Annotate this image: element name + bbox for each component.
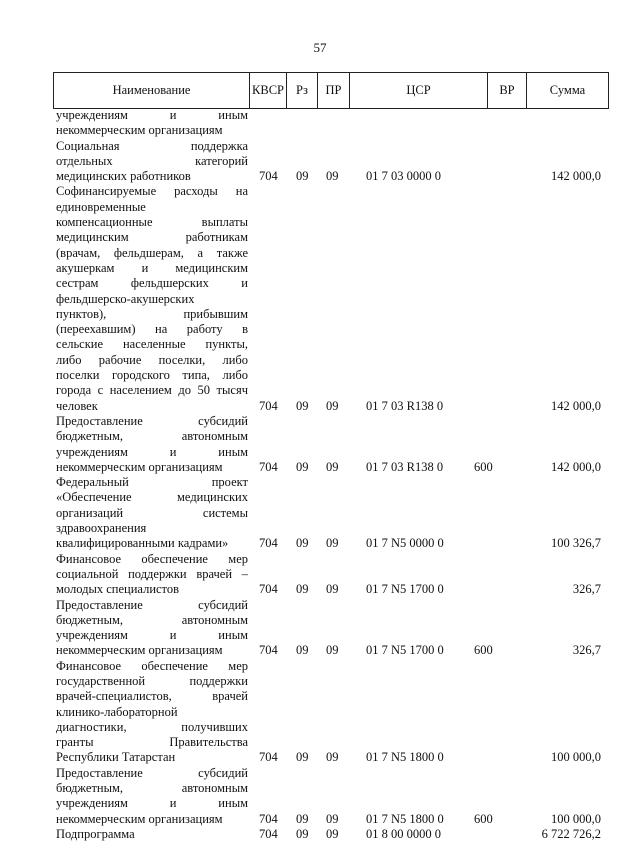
row-kvsr: 704 bbox=[259, 826, 278, 841]
table-row bbox=[53, 108, 609, 139]
row-name-line: Республики Татарстан bbox=[56, 750, 176, 765]
header-sum: Сумма bbox=[527, 73, 609, 109]
row-name bbox=[53, 659, 248, 766]
row-csr: 01 7 03 R138 0 bbox=[366, 398, 444, 413]
row-name bbox=[53, 552, 248, 598]
row-name-line: учреждениям и иным bbox=[56, 108, 248, 122]
row-name-line: здравоохранения bbox=[56, 521, 147, 536]
row-name-line: фельдшерско-акушерских bbox=[56, 291, 195, 306]
row-name-line: Предоставление субсидий bbox=[56, 765, 248, 780]
row-pr: 09 bbox=[326, 750, 339, 765]
row-name-line: либо рабочие поселки, либо bbox=[56, 352, 248, 367]
row-name-line: акушеркам и медицинским bbox=[56, 260, 248, 275]
table-row bbox=[53, 598, 609, 659]
row-name-line: (врачам, фельдшерам, а также bbox=[56, 245, 248, 260]
table-row bbox=[53, 414, 609, 475]
row-kvsr: 704 bbox=[259, 811, 278, 826]
row-name-line: некоммерческим организациям bbox=[56, 643, 223, 658]
row-name-line: сельские населенные пункты, bbox=[56, 337, 248, 352]
row-name-line: учреждениям и иным bbox=[56, 796, 248, 811]
row-name-line: Предоставление субсидий bbox=[56, 413, 248, 428]
row-sum: 6 722 726,2 bbox=[541, 826, 601, 841]
row-csr: 01 7 N5 1800 0 bbox=[366, 811, 444, 826]
row-name-line: бюджетным, автономным bbox=[56, 781, 248, 796]
row-name-line: бюджетным, автономным bbox=[56, 612, 248, 627]
table-row bbox=[53, 475, 609, 551]
row-sum: 100 000,0 bbox=[551, 750, 601, 765]
header-vr: ВР bbox=[488, 73, 527, 109]
row-sum: 100 000,0 bbox=[551, 811, 601, 826]
row-name-line: социальной поддержки врачей – bbox=[56, 566, 248, 581]
row-name-line: некоммерческим организациям bbox=[56, 811, 223, 826]
row-name bbox=[53, 414, 248, 475]
row-rz: 09 bbox=[296, 459, 309, 474]
table-row bbox=[53, 139, 609, 185]
row-sum: 326,7 bbox=[572, 643, 601, 658]
table-row bbox=[53, 766, 609, 827]
row-name-line: молодых специалистов bbox=[56, 582, 180, 597]
row-kvsr: 704 bbox=[259, 582, 278, 597]
row-name bbox=[53, 184, 248, 413]
row-name-line: клинико-лабораторной bbox=[56, 704, 178, 719]
row-name-line: города с населением до 50 тысяч bbox=[56, 383, 248, 398]
row-name-line: поселки городского типа, либо bbox=[56, 368, 248, 383]
row-rz: 09 bbox=[296, 536, 309, 551]
row-name-line: учреждениям и иным bbox=[56, 628, 248, 643]
row-name-line: Предоставление субсидий bbox=[56, 597, 248, 612]
table-row bbox=[53, 827, 609, 842]
row-pr: 09 bbox=[326, 826, 339, 841]
row-name-line: Финансовое обеспечение мер bbox=[56, 658, 248, 673]
row-name-line: Подпрограмма bbox=[56, 826, 135, 841]
row-name-line: некоммерческим организациям bbox=[56, 459, 223, 474]
row-rz: 09 bbox=[296, 643, 309, 658]
row-sum: 142 000,0 bbox=[551, 398, 601, 413]
row-kvsr: 704 bbox=[259, 169, 278, 184]
table-row bbox=[53, 552, 609, 598]
row-name bbox=[53, 766, 248, 827]
row-name-line: организаций системы bbox=[56, 505, 248, 520]
row-name-line: государственной поддержки bbox=[56, 673, 248, 688]
table-body bbox=[53, 108, 609, 842]
row-pr: 09 bbox=[326, 643, 339, 658]
row-name-line: человек bbox=[56, 398, 98, 413]
row-name bbox=[53, 827, 248, 842]
row-kvsr: 704 bbox=[259, 398, 278, 413]
row-name-line: Федеральный проект bbox=[56, 475, 248, 490]
row-rz: 09 bbox=[296, 750, 309, 765]
header-rz: Рз bbox=[287, 73, 318, 109]
row-pr: 09 bbox=[326, 459, 339, 474]
row-vr: 600 bbox=[474, 643, 493, 658]
row-name-line: врачей-специалистов, врачей bbox=[56, 689, 248, 704]
table-header bbox=[53, 72, 609, 109]
row-kvsr: 704 bbox=[259, 750, 278, 765]
row-name-line: отдельных категорий bbox=[56, 153, 248, 168]
row-name-line: Финансовое обеспечение мер bbox=[56, 551, 248, 566]
header-kvsr: КВСР bbox=[250, 73, 287, 109]
header-name: Наименование bbox=[54, 73, 250, 109]
row-name-line: бюджетным, автономным bbox=[56, 429, 248, 444]
row-pr: 09 bbox=[326, 811, 339, 826]
row-name-line: учреждениям и иным bbox=[56, 444, 248, 459]
row-name bbox=[53, 598, 248, 659]
table-row bbox=[53, 184, 609, 413]
row-name-line: диагностики, получивших bbox=[56, 719, 248, 734]
table-row bbox=[53, 659, 609, 766]
row-name-line: Социальная поддержка bbox=[56, 138, 248, 153]
row-pr: 09 bbox=[326, 398, 339, 413]
row-rz: 09 bbox=[296, 811, 309, 826]
row-sum: 326,7 bbox=[572, 582, 601, 597]
row-sum: 100 326,7 bbox=[551, 536, 601, 551]
row-vr: 600 bbox=[474, 811, 493, 826]
row-name-line: Софинансируемые расходы на bbox=[56, 184, 248, 199]
row-kvsr: 704 bbox=[259, 536, 278, 551]
row-rz: 09 bbox=[296, 169, 309, 184]
row-rz: 09 bbox=[296, 398, 309, 413]
row-kvsr: 704 bbox=[259, 643, 278, 658]
row-vr: 600 bbox=[474, 459, 493, 474]
row-pr: 09 bbox=[326, 169, 339, 184]
row-csr: 01 7 N5 0000 0 bbox=[366, 536, 444, 551]
row-csr: 01 7 N5 1700 0 bbox=[366, 643, 444, 658]
row-csr: 01 7 03 0000 0 bbox=[366, 169, 441, 184]
row-csr: 01 7 N5 1700 0 bbox=[366, 582, 444, 597]
row-name bbox=[53, 475, 248, 551]
row-name-line: медицинским работникам bbox=[56, 230, 248, 245]
row-sum: 142 000,0 bbox=[551, 459, 601, 474]
row-name bbox=[53, 108, 248, 139]
row-rz: 09 bbox=[296, 582, 309, 597]
row-sum: 142 000,0 bbox=[551, 169, 601, 184]
row-csr: 01 8 00 0000 0 bbox=[366, 826, 441, 841]
row-kvsr: 704 bbox=[259, 459, 278, 474]
row-pr: 09 bbox=[326, 536, 339, 551]
row-name-line: компенсационные выплаты bbox=[56, 215, 248, 230]
row-name-line: сестрам фельдшерских и bbox=[56, 276, 248, 291]
row-name-line: единовременные bbox=[56, 199, 146, 214]
row-name-line: медицинских работников bbox=[56, 169, 191, 184]
row-name-line: «Обеспечение медицинских bbox=[56, 490, 248, 505]
row-pr: 09 bbox=[326, 582, 339, 597]
page-number: 57 bbox=[313, 40, 327, 55]
row-name bbox=[53, 139, 248, 185]
row-name-line: гранты Правительства bbox=[56, 735, 248, 750]
row-csr: 01 7 N5 1800 0 bbox=[366, 750, 444, 765]
header-csr: ЦСР bbox=[350, 73, 488, 109]
header-pr: ПР bbox=[318, 73, 350, 109]
row-name-line: пунктов), прибывшим bbox=[56, 306, 248, 321]
row-csr: 01 7 03 R138 0 bbox=[366, 459, 444, 474]
row-name-line: некоммерческим организациям bbox=[56, 123, 223, 138]
row-name-line: квалифицированными кадрами» bbox=[56, 536, 229, 551]
row-name-line: (переехавшим) на работу в bbox=[56, 322, 248, 337]
row-rz: 09 bbox=[296, 826, 309, 841]
